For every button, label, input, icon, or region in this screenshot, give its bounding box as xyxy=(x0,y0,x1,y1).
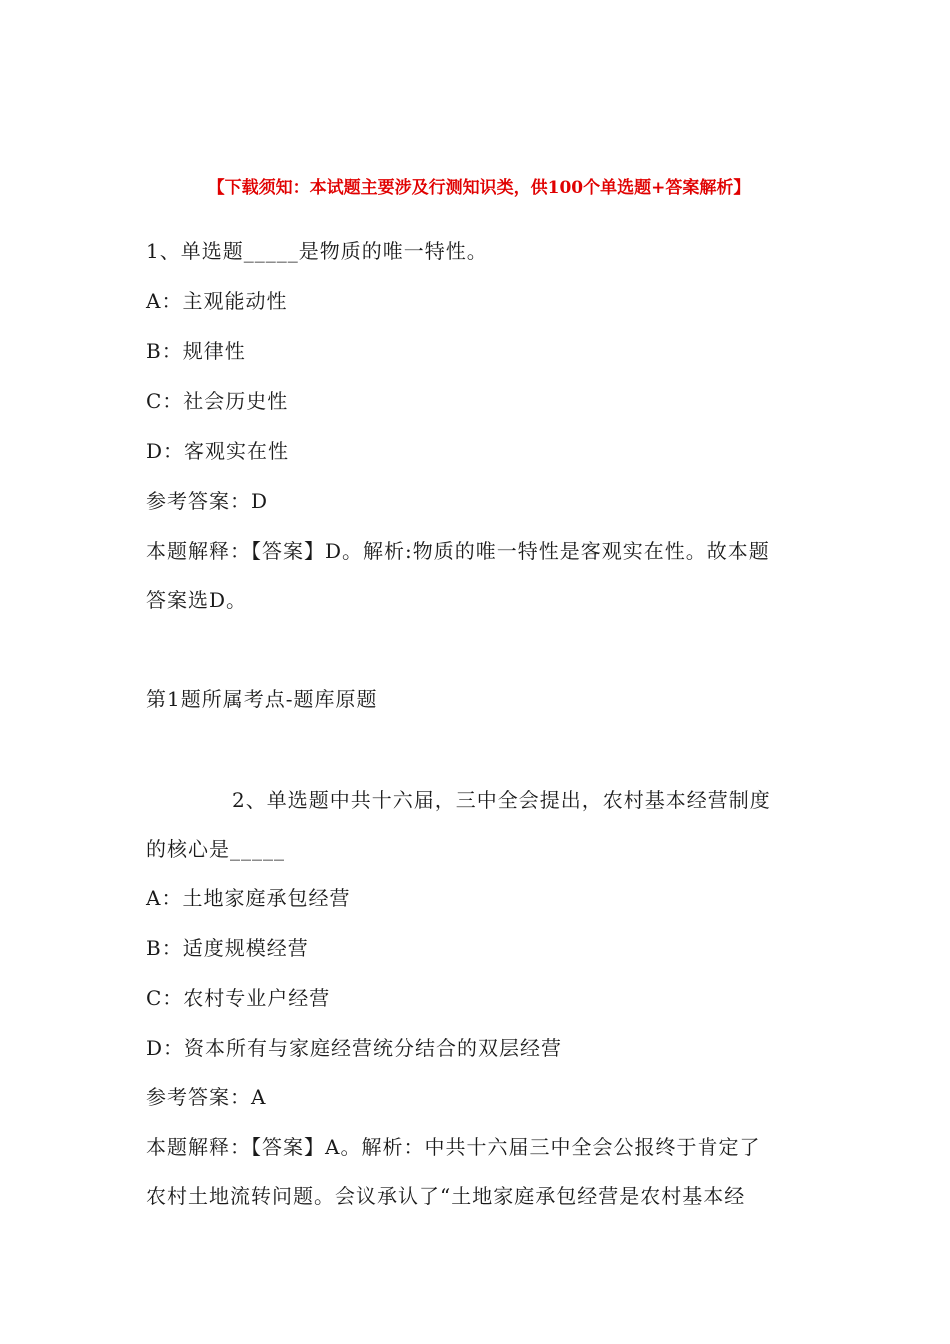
q2-option-c: C：农村专业户经营 xyxy=(146,986,331,1010)
q1-stem: 1、单选题_____是物质的唯一特性。 xyxy=(146,239,488,263)
q2-option-b: B：适度规模经营 xyxy=(146,936,309,960)
q1-explanation-line-2: 答案选D。 xyxy=(146,588,248,612)
download-notice: 【下载须知：本试题主要涉及行测知识类，供100个单选题+答案解析】 xyxy=(207,178,751,198)
q2-answer: 参考答案：A xyxy=(146,1085,267,1109)
q2-explanation-line-1: 本题解释：【答案】A。解析：中共十六届三中全会公报终于肯定了 xyxy=(146,1135,761,1159)
q1-explanation-line-1: 本题解释：【答案】D。解析:物质的唯一特性是客观实在性。故本题 xyxy=(146,539,770,563)
q2-option-a: A：土地家庭承包经营 xyxy=(146,886,351,910)
q1-option-d: D：客观实在性 xyxy=(146,439,290,463)
q2-explanation-line-2: 农村土地流转问题。会议承认了“土地家庭承包经营是农村基本经 xyxy=(146,1184,746,1208)
q1-option-b: B：规律性 xyxy=(146,339,246,363)
q1-option-c: C：社会历史性 xyxy=(146,389,289,413)
q2-stem-line-1: 2、单选题中共十六届，三中全会提出，农村基本经营制度 xyxy=(232,788,771,812)
q2-stem-line-2: 的核心是_____ xyxy=(146,837,285,861)
q2-option-d: D：资本所有与家庭经营统分结合的双层经营 xyxy=(146,1036,563,1060)
q1-answer: 参考答案：D xyxy=(146,489,269,513)
q1-option-a: A：主观能动性 xyxy=(146,289,288,313)
q1-topic: 第1题所属考点-题库原题 xyxy=(146,687,378,711)
